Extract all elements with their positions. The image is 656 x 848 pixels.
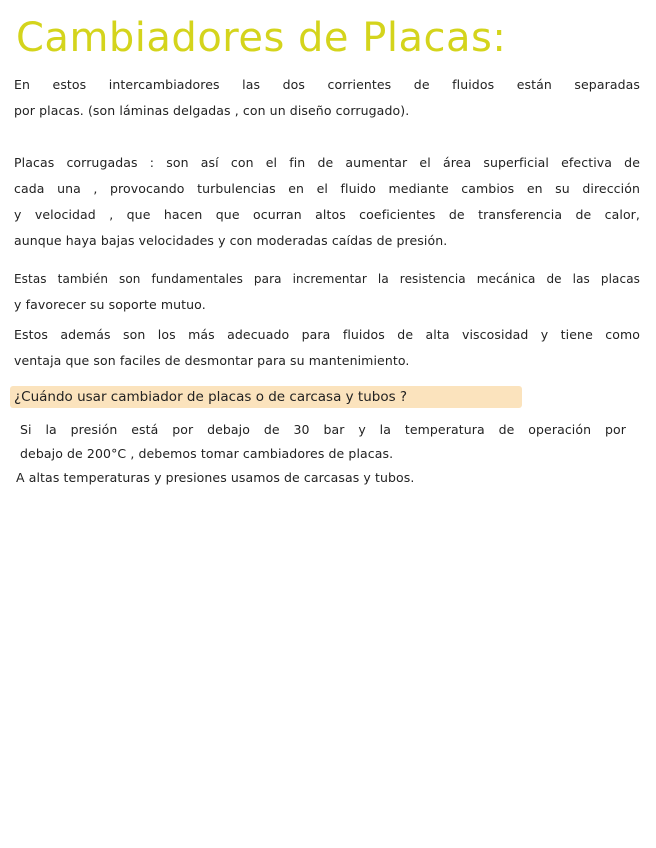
viscosity-paragraph: [14, 322, 640, 374]
page-title: Cambiadores de Placas:: [16, 15, 507, 61]
text-line: A altas temperaturas y presiones usamos de carcasas y tubos.: [16, 470, 415, 485]
answer-conclusion: [16, 466, 476, 490]
text-line: Si la presión está por debajo de 30 bar y la temperatura de operación por: [20, 422, 626, 437]
corrugated-plates-paragraph: [14, 150, 640, 254]
text-line: Placas corrugadas : son así con el fin de aumentar el área superficial efectiva de: [14, 155, 640, 170]
intro-paragraph: [14, 72, 640, 124]
text-line: debajo de 200°C , debemos tomar cambiadores de placas.: [20, 446, 394, 461]
answer-paragraph: [20, 418, 626, 466]
text-line: y velocidad , que hacen que ocurran altos coeficientes de transferencia de calor,: [14, 207, 640, 222]
text-line: Estas también son fundamentales para incrementar la resistencia mecánica de las placas: [14, 272, 640, 286]
question-heading: ¿Cuándo usar cambiador de placas o de carcasa y tubos ?: [14, 389, 408, 405]
text-line: ventaja que son faciles de desmontar para su mantenimiento.: [14, 353, 410, 368]
text-line: Estos además son los más adecuado para fluidos de alta viscosidad y tiene como: [14, 327, 640, 342]
text-line: aunque haya bajas velocidades y con moderadas caídas de presión.: [14, 233, 448, 248]
mechanical-strength-paragraph: [14, 266, 640, 318]
text-line: por placas. (son láminas delgadas , con un diseño corrugado).: [14, 103, 410, 118]
text-line: cada una , provocando turbulencias en el fluido mediante cambios en su dirección: [14, 181, 640, 196]
text-line: y favorecer su soporte mutuo.: [14, 297, 206, 312]
text-line: En estos intercambiadores las dos corrientes de fluidos están separadas: [14, 77, 640, 92]
